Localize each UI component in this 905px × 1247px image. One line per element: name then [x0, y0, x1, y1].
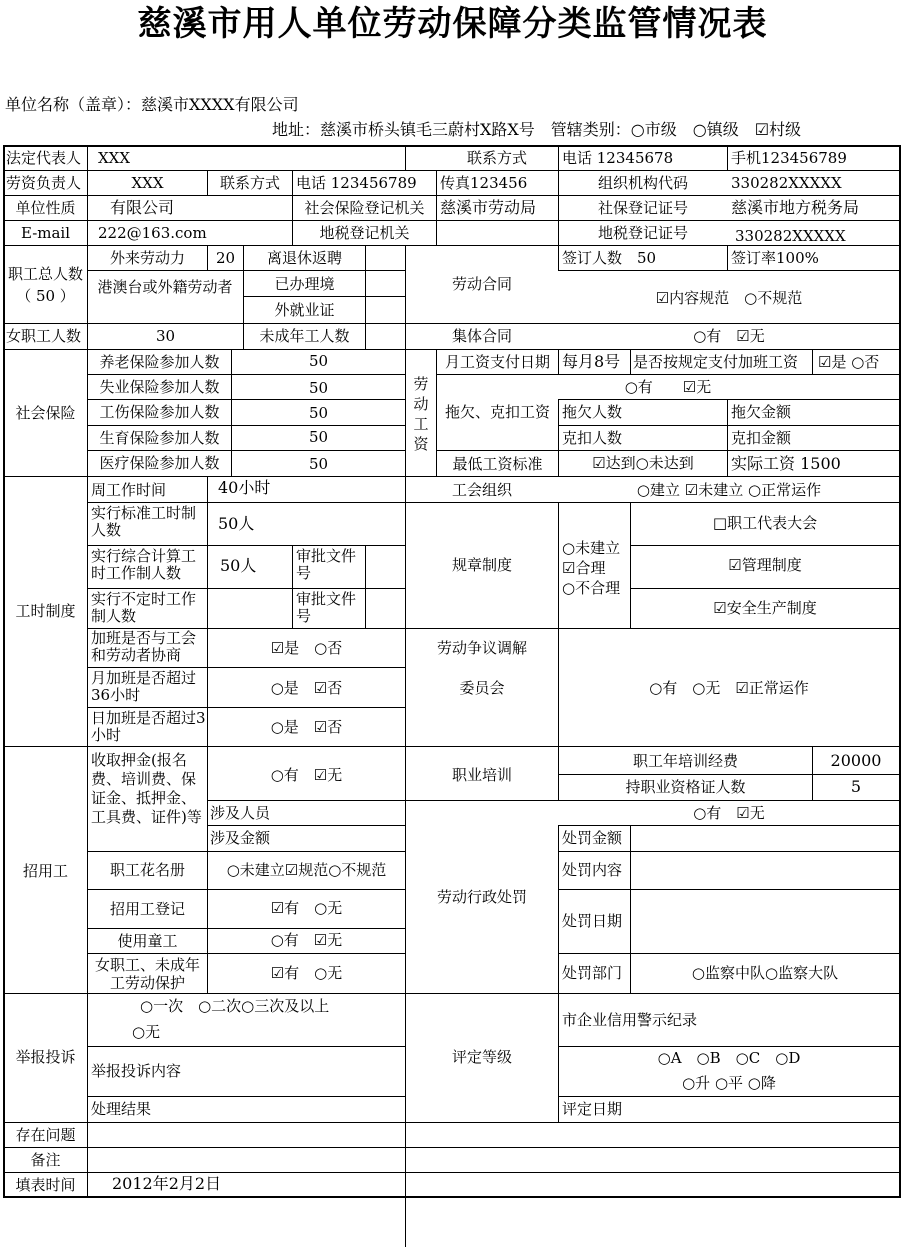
approval-doc2-label: 审批文件号: [296, 590, 357, 625]
actual-wage: 实际工资 1500: [731, 454, 841, 473]
pension-value: 50: [308, 352, 329, 370]
arrears-people-label: 拖欠人数: [562, 403, 623, 421]
contact2-label: 联系方式: [219, 174, 280, 192]
legal-rep-value: XXX: [98, 149, 131, 167]
wage-vertical-label: 劳动工资: [413, 375, 429, 453]
penalty-content-label: 处罚内容: [562, 861, 623, 879]
email-label: E-mail: [20, 224, 71, 242]
penalty-date-label: 处罚日期: [562, 912, 623, 930]
minors-label: 未成年工人数: [259, 327, 350, 345]
penalty-amount-label: 处罚金额: [562, 829, 623, 847]
penalty-dept-options: ○监察中队○监察大队: [691, 964, 839, 982]
involved-amount-label: 涉及金额: [210, 829, 271, 847]
dispute-label-2: 委员会: [459, 679, 505, 697]
complaint-content-label: 举报投诉内容: [91, 1062, 182, 1080]
arrears-amount-label: 拖欠金额: [731, 403, 792, 421]
complaint-options-1: ○一次 ○二次○三次及以上: [140, 997, 330, 1015]
unit-nature-label: 单位性质: [15, 199, 76, 217]
migrant-label: 外来劳动力: [109, 249, 185, 267]
female-workers-label: 女职工人数: [6, 327, 82, 345]
fax-value: 传真123456: [440, 174, 528, 192]
penalty-options: ○有 ☑无: [693, 804, 765, 822]
org-code-label: 组织机构代码: [597, 174, 688, 192]
rules-label: 规章制度: [451, 556, 512, 574]
roster-options: ○未建立☑规范○不规范: [226, 861, 387, 879]
training-fund-value: 20000: [830, 751, 882, 770]
unemployment-label: 失业保险参加人数: [99, 378, 220, 396]
deposit-options: ○有 ☑无: [270, 766, 343, 784]
handling-result-label: 处理结果: [91, 1100, 152, 1118]
maternity-label: 生育保险参加人数: [99, 429, 220, 447]
rules-status-options: ○未建立 ☑合理 ○不合理: [562, 539, 621, 597]
dispute-label-1: 劳动争议调解: [436, 639, 527, 657]
injury-label: 工伤保险参加人数: [99, 403, 220, 421]
deduct-people-label: 克扣人数: [562, 429, 623, 447]
permit-label: 外就业证: [274, 301, 335, 319]
ot-month-label: 月加班是否超过36小时: [91, 669, 197, 704]
rating-options-1: ○A ○B ○C ○D: [657, 1049, 801, 1067]
involved-people-label: 涉及人员: [210, 804, 271, 822]
deduct-amount-label: 克扣金额: [731, 429, 792, 447]
phone-value: 电话 12345678: [562, 149, 674, 167]
complaint-label: 举报投诉: [15, 1048, 76, 1066]
org-code-value: 330282XXXXX: [731, 174, 842, 192]
remarks-label: 备注: [30, 1151, 61, 1169]
labor-resp-label: 劳资负责人: [6, 174, 82, 192]
union-label: 工会组织: [451, 481, 512, 499]
training-label: 职业培训: [451, 766, 512, 784]
phone2-value: 电话 123456789: [296, 174, 417, 192]
ot-consult-options: ☑是 ○否: [270, 639, 343, 657]
labor-contract-label: 劳动合同: [451, 275, 512, 293]
tax-reg-org-label: 地税登记机关: [319, 224, 410, 242]
unit-nature-value: 有限公司: [110, 198, 175, 217]
migrant-value: 20: [215, 249, 236, 267]
comp-hours-value: 50人: [220, 556, 257, 575]
training-fund-label: 职工年培训经费: [632, 752, 738, 770]
sign-rate-value: 签订率100%: [731, 249, 819, 267]
recruit-reg-options: ☑有 ○无: [270, 899, 343, 917]
overtime-pay-label: 是否按规定支付加班工资: [633, 353, 799, 371]
signed-value: 签订人数 50: [562, 249, 657, 267]
complaint-options-2: ○无: [132, 1023, 161, 1041]
roster-label: 职工花名册: [109, 861, 185, 879]
staff-total-value: （ 50 ）: [16, 287, 75, 305]
ot-consult-label: 加班是否与工会和劳动者协商: [91, 629, 197, 664]
weekly-hours-value: 40小时: [218, 478, 271, 497]
child-labor-label: 使用童工: [117, 932, 178, 950]
ss-reg-org-label: 社会保险登记机关: [304, 199, 425, 217]
problems-label: 存在问题: [15, 1126, 76, 1144]
rule-safety: ☑安全生产制度: [713, 599, 817, 617]
collective-contract-label: 集体合同: [451, 327, 512, 345]
rating-options-2: ○升 ○平 ○降: [682, 1074, 776, 1092]
arrears-label: 拖欠、克扣工资: [444, 403, 550, 421]
unemployment-value: 50: [308, 379, 329, 397]
ss-reg-org-value: 慈溪市劳动局: [440, 198, 537, 217]
social-insurance-label: 社会保险: [15, 404, 76, 422]
legal-rep-label: 法定代表人: [6, 149, 82, 167]
hkmt-label: 港澳台或外籍劳动者: [97, 278, 233, 296]
ot-day-options: ○是 ☑否: [270, 718, 343, 736]
flex-hours-label: 实行不定时工作制人数: [91, 590, 197, 625]
dispute-options: ○有 ○无 ☑正常运作: [649, 679, 809, 697]
union-options: ○建立 ☑未建立 ○正常运作: [636, 481, 822, 499]
rule-management: ☑管理制度: [728, 556, 802, 574]
arrears-options: ○有 ☑无: [624, 378, 712, 396]
fill-date-value: 2012年2月2日: [112, 1174, 222, 1193]
comp-hours-label: 实行综合计算工时工作制人数: [91, 547, 197, 582]
std-hours-label: 实行标准工时制人数: [91, 504, 197, 539]
collective-options: ○有 ☑无: [693, 327, 765, 345]
female-protect-label: 女职工、未成年工劳动保护: [94, 956, 200, 992]
recruit-label: 招用工: [22, 862, 68, 880]
email-value: 222@163.com: [98, 224, 207, 242]
recruit-reg-label: 招用工登记: [109, 900, 185, 918]
std-hours-value: 50人: [218, 514, 255, 533]
overtime-pay-options: ☑是 ○否: [818, 353, 880, 371]
ss-cert-label: 社保登记证号: [597, 199, 688, 217]
min-wage-options: ☑达到○未达到: [592, 454, 694, 472]
mobile-value: 手机123456789: [731, 149, 847, 167]
maternity-value: 50: [308, 428, 329, 446]
ss-cert-value: 慈溪市地方税务局: [731, 198, 860, 217]
cert-holders-label: 持职业资格证人数: [625, 778, 746, 796]
female-workers-value: 30: [155, 327, 176, 345]
admin-penalty-label: 劳动行政处罚: [436, 888, 527, 906]
rating-label: 评定等级: [451, 1048, 512, 1066]
deposit-label: 收取押金(报名费、培训费、保证金、抵押金、工具费、证件)等: [91, 751, 202, 826]
contact-label: 联系方式: [466, 149, 527, 167]
pension-label: 养老保险参加人数: [99, 353, 220, 371]
work-hours-sys-label: 工时制度: [15, 602, 76, 620]
pay-date-value: 每月8号: [562, 352, 621, 371]
rule-staff-congress: □职工代表大会: [712, 514, 818, 532]
min-wage-label: 最低工资标准: [452, 455, 543, 473]
penalty-dept-label: 处罚部门: [562, 964, 623, 982]
fill-date-label: 填表时间: [15, 1176, 76, 1194]
credit-record-label: 市企业信用警示纪录: [562, 1011, 698, 1029]
child-labor-options: ○有 ☑无: [270, 931, 343, 949]
retired-label: 离退休返聘: [266, 249, 342, 267]
approval-doc-label: 审批文件号: [296, 547, 357, 582]
pay-date-label: 月工资支付日期: [444, 353, 550, 371]
address-line: 地址：慈溪市桥头镇毛三蔚村X路X号 管辖类别：○市级 ○镇级 ☑村级: [272, 120, 802, 139]
medical-label: 医疗保险参加人数: [99, 454, 220, 472]
permit-done-label: 已办理境: [274, 275, 335, 293]
injury-value: 50: [308, 404, 329, 422]
contract-options: ☑内容规范 ○不规范: [655, 289, 803, 307]
labor-resp-value: XXX: [131, 174, 164, 192]
staff-total-label: 职工总人数: [7, 265, 83, 283]
tax-cert-label: 地税登记证号: [597, 224, 688, 242]
ot-day-label: 日加班是否超过3小时: [91, 709, 206, 744]
cert-holders-value: 5: [850, 777, 862, 796]
weekly-hours-label: 周工作时间: [91, 481, 167, 499]
unit-name: 单位名称（盖章）：慈溪市XXXX有限公司: [5, 95, 299, 114]
female-protect-options: ☑有 ○无: [270, 964, 343, 982]
rating-date-label: 评定日期: [562, 1100, 623, 1118]
tax-cert-value: 330282XXXXX: [735, 227, 846, 245]
medical-value: 50: [308, 455, 329, 473]
ot-month-options: ○是 ☑否: [270, 679, 343, 697]
document-title: 慈溪市用人单位劳动保障分类监管情况表: [137, 4, 768, 44]
